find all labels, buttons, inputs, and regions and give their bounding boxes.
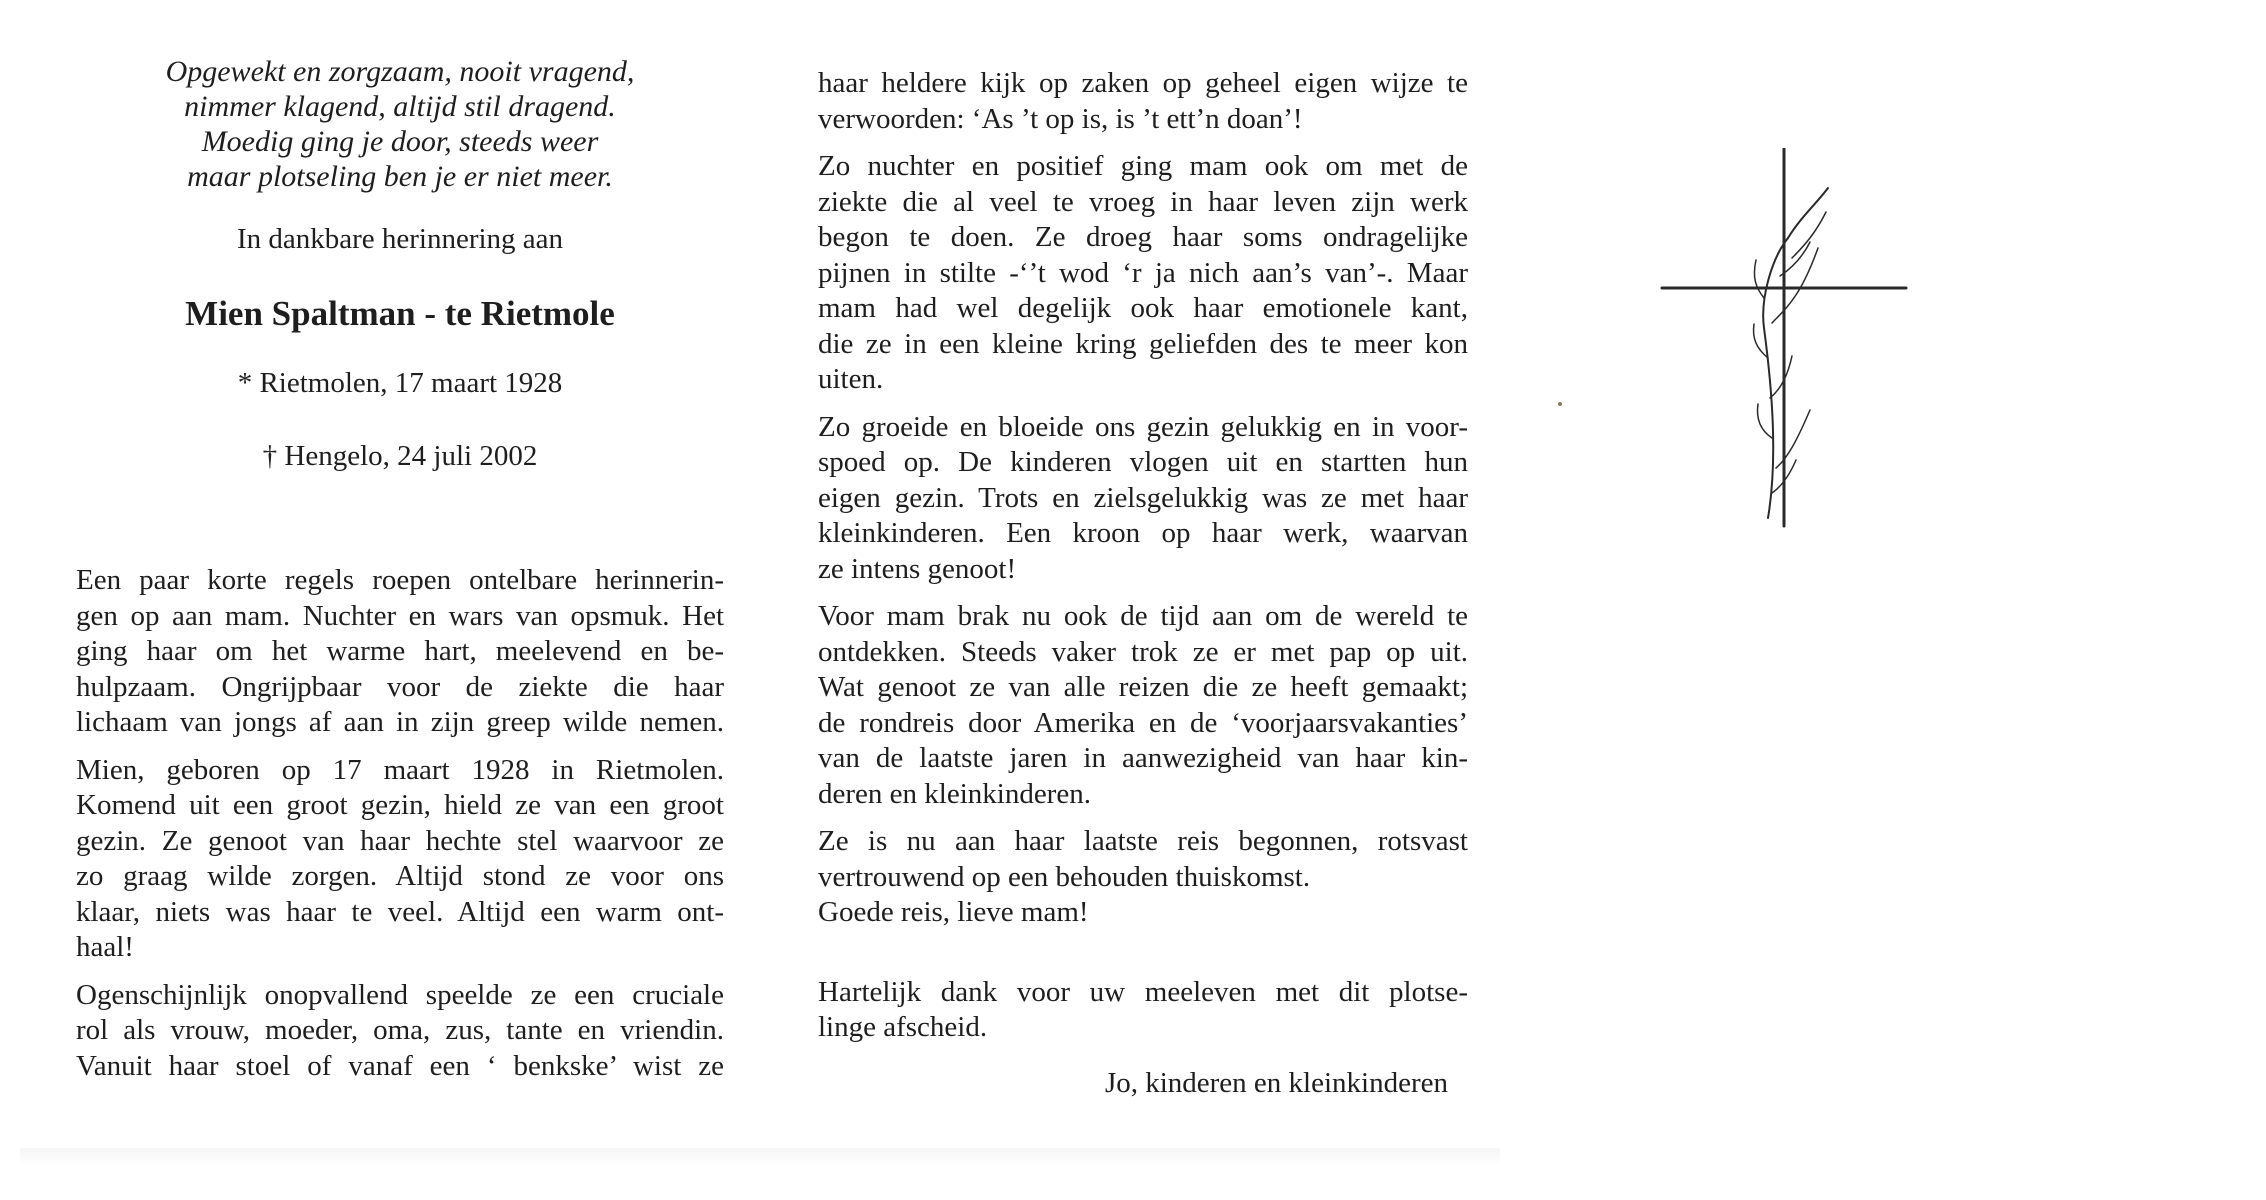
text-line: ze intens genoot! (818, 552, 1017, 585)
text-line: pijnen in stilte -‘’t wod ‘r ja nich aan’s van’-. Maar (818, 256, 1468, 289)
paragraph (818, 149, 1468, 398)
text-line: vertrouwend op een behouden thuiskomst. (818, 860, 1311, 893)
paragraph (818, 975, 1468, 1046)
text-line: begon te doen. Ze droeg haar soms ondragelijke (818, 221, 1468, 253)
text-line: uiten. (818, 363, 884, 395)
text-line: kleinkinderen. Een kroon op haar werk, waarvan (818, 517, 1468, 549)
text-line: Ogenschijnlijk onopvallend speelde ze een cruciale (76, 978, 724, 1011)
left-panel (76, 50, 724, 1096)
text-line: spoed op. De kinderen vlogen uit en startten hun (818, 446, 1468, 478)
text-line: Voor mam brak nu ook de tijd aan om de wereld te (818, 600, 1468, 632)
text-line: Zo groeide en bloeide ons gezin gelukkig en in voor- (818, 410, 1468, 443)
memorial-poem (76, 54, 724, 194)
text-line: linge afscheid. (818, 1011, 988, 1043)
cross-icon (1660, 148, 1920, 538)
poem-line: Opgewekt en zorgzaam, nooit vragend, (165, 55, 635, 88)
death-date: † Hengelo, 24 juli 2002 (262, 440, 538, 472)
paragraph (818, 66, 1468, 137)
text-line: eigen gezin. Trots en zielsgelukkig was ze met haar (818, 481, 1468, 514)
text-line: Een paar korte regels roepen ontelbare herinnerin- (76, 564, 724, 596)
paragraph (76, 753, 724, 966)
text-line: Wat genoot ze van alle reizen die ze heeft gemaakt; (818, 671, 1468, 703)
poem-line: nimmer klagend, altijd stil dragend. (184, 90, 616, 123)
text-line: haar heldere kijk op zaken op geheel eigen wijze te (818, 67, 1468, 99)
paragraph (818, 599, 1468, 812)
card-edge-shadow (20, 1148, 1500, 1166)
poem-line: Moedig ging je door, steeds weer (201, 125, 599, 158)
middle-panel (818, 66, 1468, 1101)
signature: Jo, kinderen en kleinkinderen (1104, 1066, 1448, 1099)
text-line: mam had wel degelijk ook haar emotionele kant, (818, 292, 1468, 324)
paper-speck (1558, 402, 1562, 406)
text-line: Hartelijk dank voor uw meeleven met dit plotse- (818, 975, 1468, 1008)
text-line: Zo nuchter en positief ging mam ook om met de (818, 150, 1468, 182)
dedication: In dankbare herinnering aan (236, 223, 564, 255)
text-line: zo graag wilde zorgen. Altijd stond ze voor ons (76, 860, 724, 892)
text-line: ziekte die al veel te vroeg in haar leven zijn werk (818, 185, 1468, 218)
poem-line: maar plotseling ben je er niet meer. (187, 160, 613, 193)
text-line: gen op aan mam. Nuchter en wars van opsmuk. Het (76, 599, 724, 632)
text-line: Vanuit haar stoel of vanaf een ‘ benkske’ wist ze (76, 1049, 724, 1082)
text-line: verwoorden: ‘As ’t op is, is ’t ett’n doan’! (818, 102, 1303, 135)
text-line: ging haar om het warme hart, meelevend en be- (76, 635, 724, 667)
text-line: Ze is nu aan haar laatste reis begonnen, rotsvast (818, 825, 1468, 857)
paragraph (76, 563, 724, 741)
text-line: gezin. Ze genoot van haar hechte stel waarvoor ze (76, 824, 724, 857)
text-line: Komend uit een groot gezin, hield ze van een groot (76, 789, 724, 821)
paragraph (818, 824, 1468, 931)
text-line: Mien, geboren op 17 maart 1928 in Rietmolen. (76, 753, 724, 786)
text-line: rol als vrouw, moeder, oma, zus, tante en vriendin. (76, 1014, 724, 1046)
text-line: die ze in een kleine kring geliefden des te meer kon (818, 327, 1468, 360)
text-line: haal! (76, 931, 134, 963)
text-line: Goede reis, lieve mam! (818, 896, 1089, 928)
deceased-name: Mien Spaltman - te Rietmole (185, 294, 615, 333)
text-line: klaar, niets was haar te veel. Altijd een warm ont- (76, 895, 724, 928)
text-line: ontdekken. Steeds vaker trok ze er met pap op uit. (818, 635, 1468, 668)
text-line: van de laatste jaren in aanwezigheid van haar kin- (818, 742, 1468, 774)
text-line: hulpzaam. Ongrijpbaar voor de ziekte die haar (76, 670, 724, 703)
text-line: de rondreis door Amerika en de ‘voorjaarsvakanties’ (818, 706, 1468, 739)
text-line: lichaam van jongs af aan in zijn greep wilde nemen. (76, 706, 724, 738)
paragraph (76, 978, 724, 1085)
birth-date: * Rietmolen, 17 maart 1928 (237, 367, 563, 399)
paragraph (818, 410, 1468, 588)
text-line: deren en kleinkinderen. (818, 777, 1091, 810)
